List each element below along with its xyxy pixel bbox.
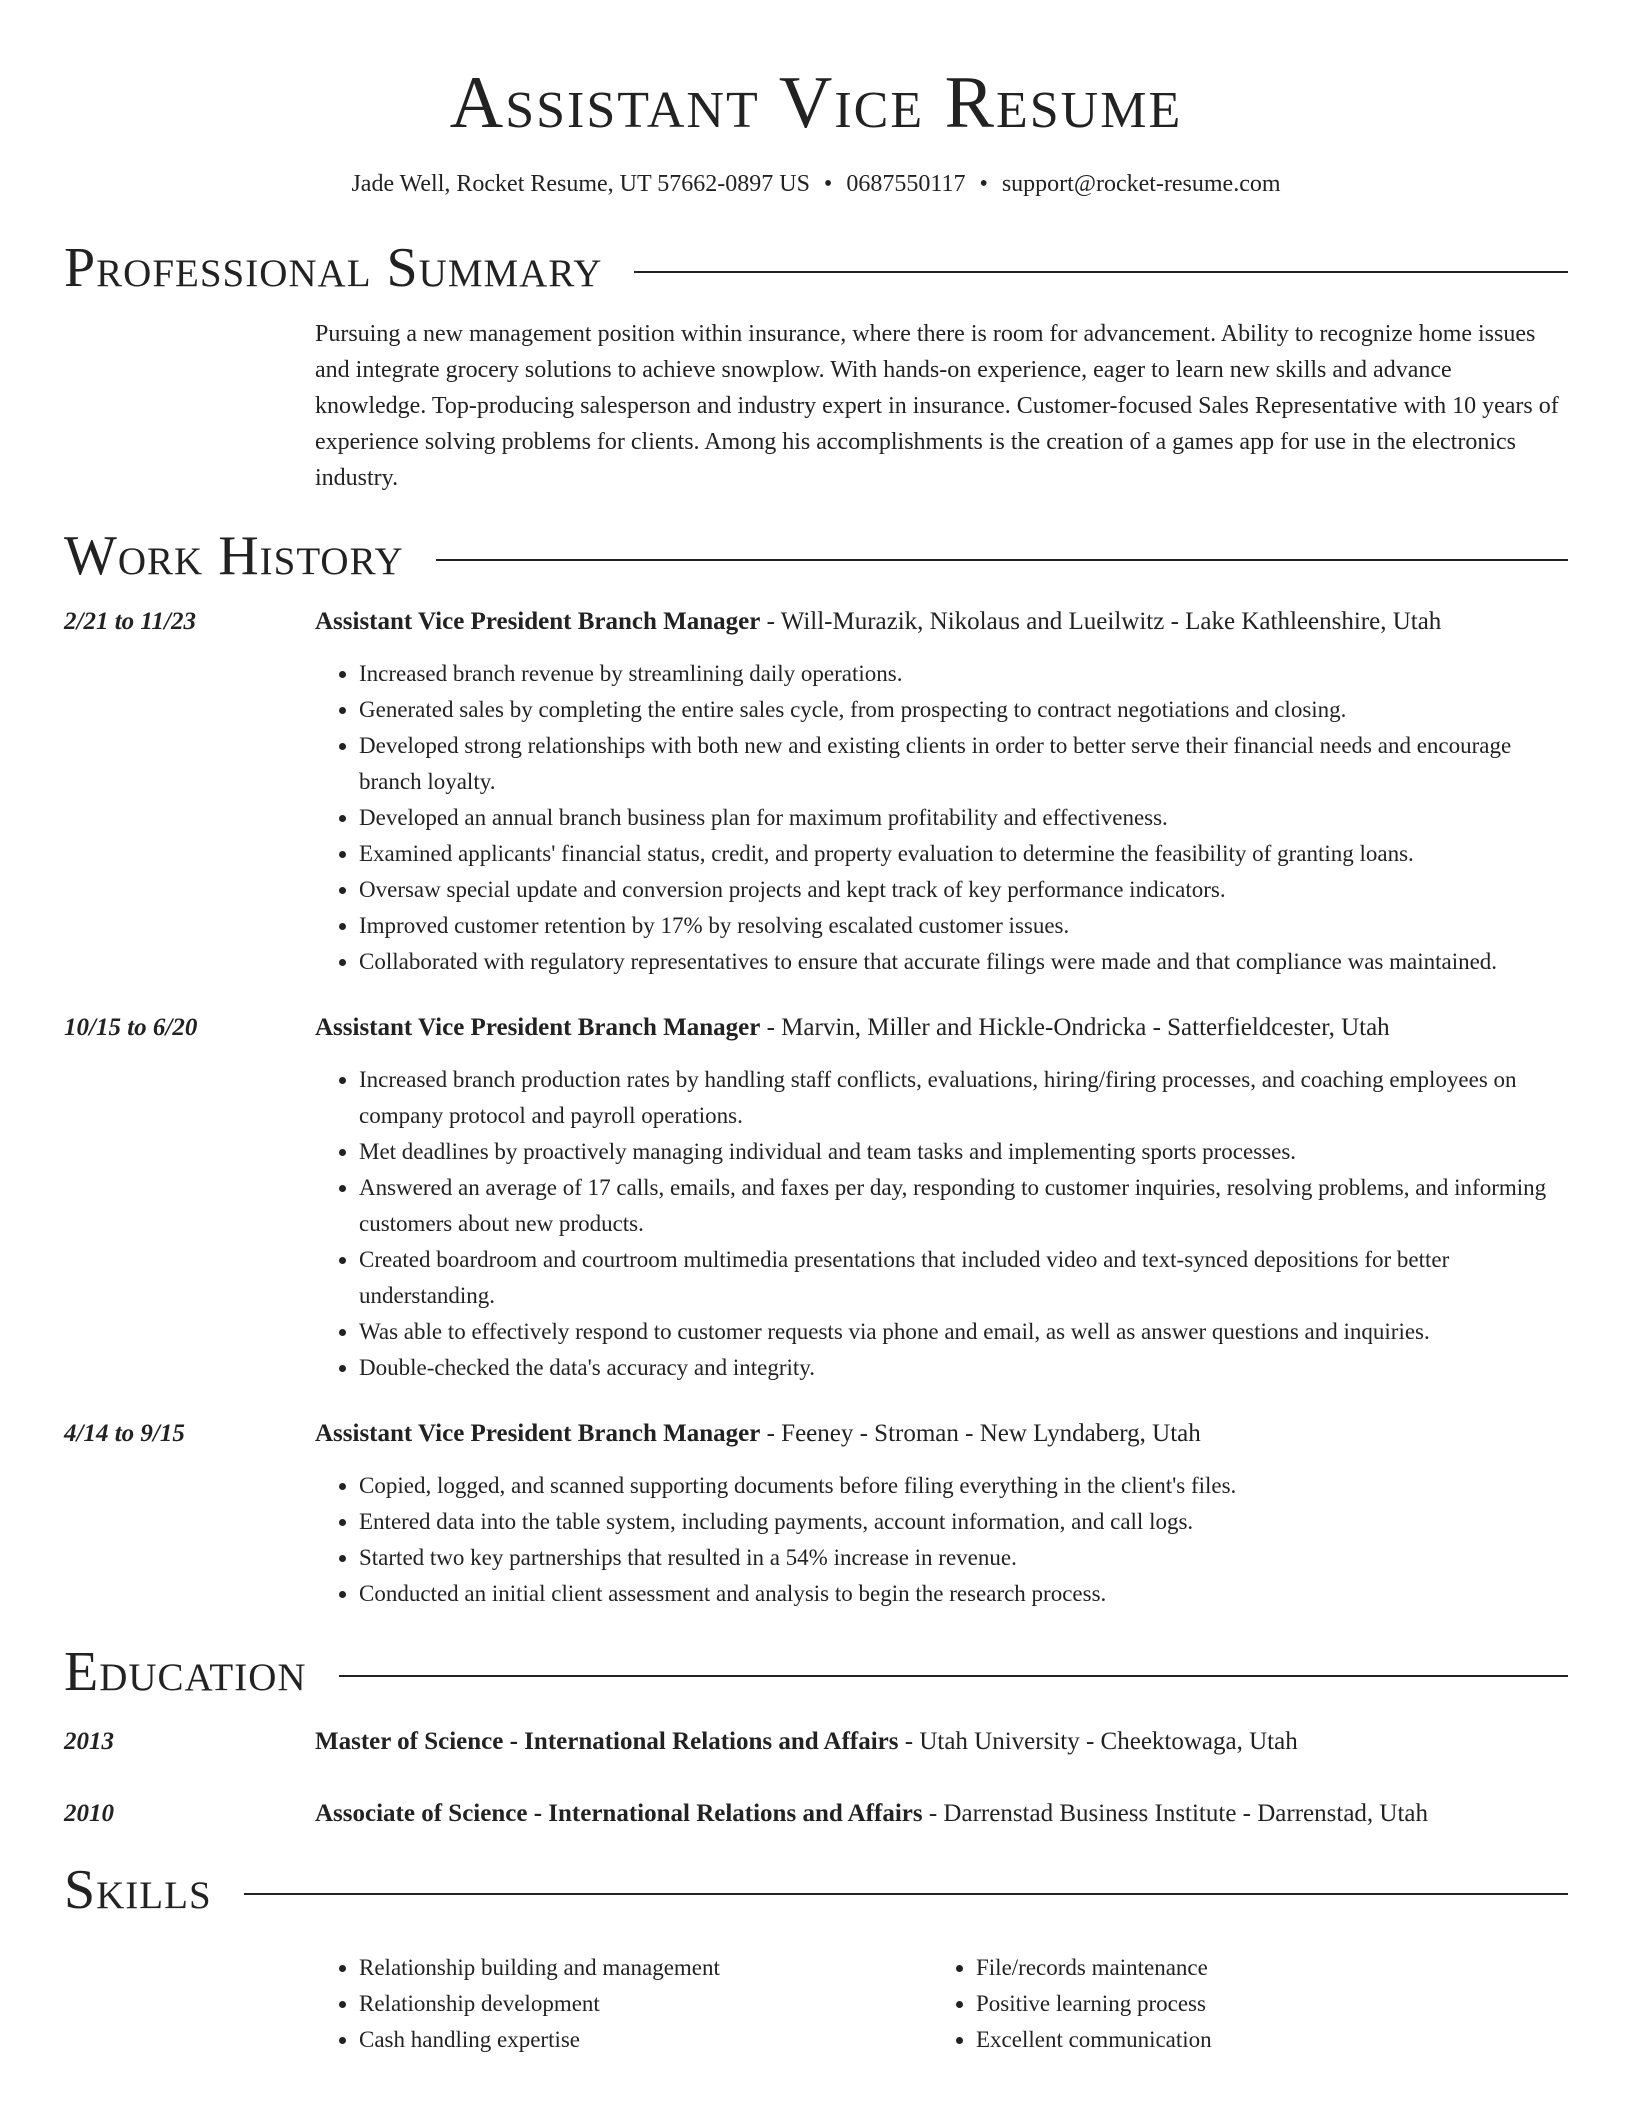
job-bullet: • Created boardroom and courtroom multimedia presentations that included video and text-synced depositions for better understanding.: [359, 1242, 1568, 1314]
education-degree: Associate of Science - International Relations and Affairs: [315, 1800, 923, 1827]
skill-item: • Positive learning process: [976, 1986, 1549, 2022]
job-bullet: • Met deadlines by proactively managing individual and team tasks and implementing sports processes.: [359, 1134, 1568, 1170]
summary-row: [64, 316, 1568, 496]
resume-page: [64, 0, 1568, 2058]
education-school-location: - Darrenstad Business Institute - Darrenstad, Utah: [922, 1800, 1429, 1827]
section-divider: [244, 1893, 1568, 1895]
education-degree: Master of Science - International Relations and Affairs: [315, 1728, 899, 1755]
job-bullet: • Entered data into the table system, including payments, account information, and call logs.: [359, 1504, 1568, 1540]
job-heading: [315, 1416, 1568, 1452]
skills-column: [315, 1950, 932, 2058]
skill-item: • File/records maintenance: [976, 1950, 1549, 1986]
job-title: Assistant Vice President Branch Manager: [315, 1014, 761, 1041]
job-bullet: • Increased branch revenue by streamlining daily operations.: [359, 656, 1568, 692]
job-details: [315, 1010, 1568, 1386]
education-details: [315, 1724, 1568, 1760]
education-school-location: - Utah University - Cheektowaga, Utah: [898, 1728, 1298, 1755]
education-list: [64, 1724, 1568, 1832]
job-title: Assistant Vice President Branch Manager: [315, 1420, 761, 1447]
job-bullet: • Conducted an initial client assessment and analysis to begin the research process.: [359, 1576, 1568, 1612]
skill-item: • Cash handling expertise: [359, 2022, 932, 2058]
job-dates: 2/21 to 11/23: [64, 608, 196, 635]
skills-section-header: [64, 1858, 1568, 1922]
education-section-header: [64, 1640, 1568, 1704]
job-employer-location: - Will-Murazik, Nikolaus and Lueilwitz - Lake Kathleenshire, Utah: [760, 608, 1442, 635]
job-heading: [315, 1010, 1568, 1046]
education-year: 2013: [64, 1728, 114, 1755]
job-bullet: • Developed an annual branch business plan for maximum profitability and effectiveness.: [359, 800, 1568, 836]
section-divider: [634, 271, 1568, 273]
summary-text: Pursuing a new management position within insurance, where there is room for advancement. Ability to recognize home issues and integrate grocery solutions to achieve snowplow. With hands-on experience, eager to learn new skills and advance knowledge. Top-producing salesperson and industry expert in insurance. Customer-focused Sales Representative with 10 years of experience solving problems for clients. Among his accomplishments is the creation of a games app for use in the electronics industry.: [315, 321, 1559, 491]
job-bullets: [315, 656, 1568, 980]
job-bullet: • Copied, logged, and scanned supporting documents before filing everything in the client's files.: [359, 1468, 1568, 1504]
skill-item: • Excellent communication: [976, 2022, 1549, 2058]
job-employer-location: - Feeney - Stroman - New Lyndaberg, Utah: [760, 1420, 1201, 1447]
contact-separator: •: [823, 171, 833, 197]
contact-separator: •: [979, 171, 988, 197]
job-entry: [64, 604, 1568, 980]
section-divider: [339, 1675, 1568, 1677]
job-dates: 10/15 to 6/20: [64, 1014, 198, 1041]
job-bullet: • Oversaw special update and conversion projects and kept track of key performance indicators.: [359, 872, 1568, 908]
education-year: 2010: [64, 1800, 114, 1827]
job-bullet: • Answered an average of 17 calls, emails, and faxes per day, responding to customer inquiries, resolving problems, and informing customers about new products.: [359, 1170, 1568, 1242]
summary-spacer: [64, 316, 315, 496]
summary-section-header: [64, 236, 1568, 300]
section-heading: Professional Summary: [64, 237, 603, 299]
contact-address: Jade Well, Rocket Resume, UT 57662-0897 US: [351, 171, 810, 197]
job-list: [64, 604, 1568, 1612]
job-details: [315, 604, 1568, 980]
job-bullet: • Collaborated with regulatory representatives to ensure that accurate filings were made and that compliance was maintained.: [359, 944, 1568, 980]
job-bullet: • Examined applicants' financial status, credit, and property evaluation to determine the feasibility of granting loans.: [359, 836, 1568, 872]
job-bullet: • Was able to effectively respond to customer requests via phone and email, as well as answer questions and inquiries.: [359, 1314, 1568, 1350]
section-heading: Education: [64, 1641, 307, 1703]
job-bullet: • Started two key partnerships that resulted in a 54% increase in revenue.: [359, 1540, 1568, 1576]
job-heading: [315, 604, 1568, 640]
job-title: Assistant Vice President Branch Manager: [315, 608, 761, 635]
job-bullet: • Increased branch production rates by handling staff conflicts, evaluations, hiring/firing processes, and coaching employees on company protocol and payroll operations.: [359, 1062, 1568, 1134]
skills-column: [932, 1950, 1549, 2058]
job-employer-location: - Marvin, Miller and Hickle-Ondricka - Satterfieldcester, Utah: [760, 1014, 1390, 1041]
skill-item: • Relationship building and management: [359, 1950, 932, 1986]
job-bullets: [315, 1468, 1568, 1612]
skill-item: • Relationship development: [359, 1986, 932, 2022]
job-bullet: • Generated sales by completing the entire sales cycle, from prospecting to contract negotiations and closing.: [359, 692, 1568, 728]
education-entry: [64, 1724, 1568, 1760]
skills-spacer: [64, 1950, 315, 2058]
job-details: [315, 1416, 1568, 1612]
work-section-header: [64, 524, 1568, 588]
resume-title: Assistant Vice Resume: [449, 62, 1183, 144]
skills-grid: [64, 1950, 1568, 2058]
education-entry: [64, 1796, 1568, 1832]
job-bullets: [315, 1062, 1568, 1386]
contact-phone: 0687550117: [846, 171, 966, 197]
job-dates: 4/14 to 9/15: [64, 1420, 185, 1447]
section-divider: [436, 559, 1568, 561]
education-details: [315, 1796, 1568, 1832]
contact-email[interactable]: support@rocket-resume.com: [1001, 171, 1281, 197]
job-entry: [64, 1416, 1568, 1612]
job-entry: [64, 1010, 1568, 1386]
section-heading: Skills: [64, 1859, 212, 1921]
contact-line: [64, 168, 1568, 200]
job-bullet: • Double-checked the data's accuracy and integrity.: [359, 1350, 1568, 1386]
job-bullet: • Developed strong relationships with both new and existing clients in order to better serve their financial needs and encourage branch loyalty.: [359, 728, 1568, 800]
job-bullet: • Improved customer retention by 17% by resolving escalated customer issues.: [359, 908, 1568, 944]
section-heading: Work History: [64, 525, 404, 587]
